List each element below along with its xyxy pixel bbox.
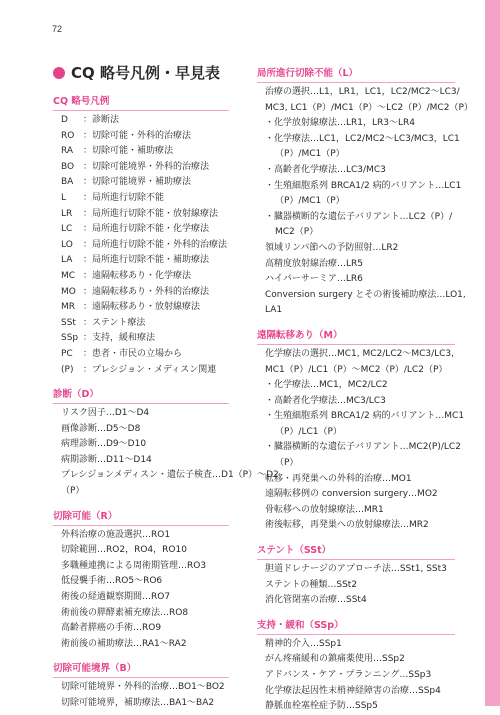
legend-abbr: RO <box>61 130 75 141</box>
diagnosis-list <box>53 406 279 500</box>
resectable-list <box>53 528 253 653</box>
legend-text: ：局所進行切除不能・補助療法 <box>83 255 210 266</box>
list-item: 術前後の補助療法…RA1～RA2 <box>61 638 187 649</box>
metastatic-list <box>257 347 482 534</box>
legend-row <box>53 191 253 207</box>
supportive-list <box>257 637 482 715</box>
section-rule <box>257 559 455 560</box>
section-rule <box>53 403 229 404</box>
legend-abbr: D <box>61 115 68 125</box>
legend-row <box>53 207 253 223</box>
list-item: 低侵襲手術…RO5～RO6 <box>61 576 163 587</box>
list-item: 領域リンパ節への予防照射…LR2 <box>265 242 399 253</box>
legend-abbr: LO <box>61 239 73 250</box>
legend-abbr: LC <box>61 224 73 235</box>
section-rule <box>53 525 229 526</box>
list-item: ・生殖細胞系列 BRCA1/2 病的バリアント…LC1 <box>265 180 462 191</box>
section-rule <box>257 344 455 345</box>
borderline-list <box>53 680 253 711</box>
legend-text: ：切除可能・外科的治療法 <box>83 130 192 141</box>
stent-list <box>257 562 482 609</box>
list-item: 切除可能境界，補助療法…BA1～BA2 <box>61 698 215 708</box>
list-item: （P）/MC1（P） <box>275 196 345 207</box>
list-item: 精神的介入…SSp1 <box>265 638 342 649</box>
legend-text: ：遠隔転移あり・化学療法 <box>83 270 192 281</box>
list-item: 術後転移，再発巣への放射線療法…MR2 <box>265 520 429 531</box>
list-item: 術後の経過観察期間…RO7 <box>61 592 171 603</box>
legend-abbr: LR <box>61 208 73 219</box>
list-item: ・臓器横断的な遺伝子バリアント…MC2(P)/LC2 <box>265 442 461 453</box>
section-title-locally-advanced: 局所進行切除不能（L） <box>257 68 359 79</box>
list-item: 切除可能境界・外科的治療…BO1～BO2 <box>61 682 225 693</box>
list-item: ステントの種類…SSt2 <box>265 579 358 590</box>
right-column <box>257 66 482 715</box>
legend-row <box>53 331 253 347</box>
page-title <box>53 62 220 83</box>
list-item: MC1（P）/LC1（P）～MC2（P）/LC2（P） <box>265 364 448 375</box>
section-rule <box>53 110 229 111</box>
list-item: 静脈血栓塞栓症予防…SSp5 <box>265 701 378 712</box>
list-item: MC3, LC1（P）/MC1（P）～LC2（P）/MC2（P） <box>265 102 473 113</box>
legend-text: ：遠隔転移あり・外科的治療法 <box>83 286 210 297</box>
list-item: ・高齢者化学療法…MC3/LC3 <box>265 395 386 406</box>
legend-row <box>53 300 253 316</box>
section-title-stent: ステント（SSt） <box>257 545 332 557</box>
legend-text: ：切除可能境界・外科的治療法 <box>83 161 210 172</box>
section-rule <box>257 634 455 635</box>
legend-row <box>53 363 253 379</box>
list-item: 画像診断…D5～D8 <box>61 423 141 434</box>
legend-text: ：プレシジョン・メディスン関連 <box>83 364 217 375</box>
legend-row <box>53 253 253 269</box>
legend-text: ：遠隔転移あり・放射線療法 <box>83 302 201 313</box>
legend-abbr: L <box>61 192 67 203</box>
legend-text: ：局所進行切除不能 <box>83 192 165 203</box>
locally-advanced-list <box>257 85 482 319</box>
legend-abbr: SSt <box>61 317 76 328</box>
list-item: （P）/LC1（P） <box>275 426 342 437</box>
list-item: Conversion surgery とその術後補助療法…LO1, <box>265 289 466 300</box>
list-item: （P）/MC1（P） <box>275 149 345 160</box>
section-title-legend: CQ 略号凡例 <box>53 96 110 107</box>
legend-row <box>53 175 253 191</box>
legend-row <box>53 222 253 238</box>
legend-row <box>53 238 253 254</box>
legend-abbr: MO <box>61 286 76 297</box>
list-item: プレシジョンメディスン・遺伝子検査…D1（P）～D2 <box>61 470 279 481</box>
legend-text: ：局所進行切除不能・化学療法 <box>83 224 210 235</box>
list-item: ・生殖細胞系列 BRCA1/2 病的バリアント…MC1 <box>265 411 465 422</box>
list-item: 外科治療の施設選択…RO1 <box>61 529 171 540</box>
page-number: 72 <box>52 24 63 34</box>
legend-abbr: (P) <box>61 364 74 375</box>
legend-text: ：切除可能境界・補助療法 <box>83 177 192 188</box>
list-item: 切除範囲…RO2，RO4，RO10 <box>61 545 187 556</box>
list-item: 遠隔転移例の conversion surgery…MO2 <box>265 489 438 500</box>
list-item: 病理診断…D9～D10 <box>61 439 147 450</box>
legend-row <box>53 269 253 285</box>
list-item: 消化管閉塞の治療…SSt4 <box>265 595 367 606</box>
list-item: 病期診断…D11～D14 <box>61 454 152 465</box>
legend-abbr: MR <box>61 302 76 313</box>
legend-list <box>53 113 253 378</box>
section-title-supportive: 支持・緩和（SSp） <box>257 619 344 631</box>
list-item: （P） <box>275 458 299 469</box>
page-title-text: CQ 略号凡例・早見表 <box>71 64 220 82</box>
legend-abbr: RA <box>61 146 74 157</box>
list-item: アドバンス・ケア・プランニング…SSp3 <box>265 670 432 680</box>
list-item: ・化学療法…LC1，LC2/MC2～LC3/MC3，LC1 <box>265 133 460 144</box>
list-item: 化学療法の選択…MC1, MC2/LC2～MC3/LC3, <box>265 348 455 359</box>
list-item: ・化学放射線療法…LR1，LR3～LR4 <box>265 118 415 129</box>
list-item: 胆道ドレナージのアプローチ法…SSt1, SSt3 <box>265 564 447 575</box>
list-item: 多職種連携による周術期管理…RO3 <box>61 560 207 571</box>
section-title-metastatic: 遠隔転移あり（M） <box>257 329 343 341</box>
bullet-dot-icon <box>53 67 65 79</box>
legend-text: ：患者・市民の立場から <box>83 348 183 359</box>
list-item: 骨転移への放射線療法…MR1 <box>265 504 384 515</box>
legend-text: ：局所進行切除不能・放射線療法 <box>83 208 219 219</box>
legend-abbr: MC <box>61 270 76 281</box>
legend-row <box>53 144 253 160</box>
legend-text: ：支持，緩和療法 <box>83 333 156 344</box>
list-item: 転移・再発巣への外科的治療…MO1 <box>265 473 412 484</box>
list-item: 化学療法起因性末梢神経障害の治療…SSp4 <box>265 685 441 696</box>
legend-row <box>53 285 253 301</box>
side-color-bar <box>485 0 500 706</box>
legend-text: ：ステント療法 <box>83 317 146 328</box>
section-title-diagnosis: 診断（D） <box>53 389 99 401</box>
section-title-resectable: 切除可能（R） <box>53 510 118 522</box>
list-item: 治療の選択…L1，LR1，LC1，LC2/MC2～LC3/ <box>265 87 460 97</box>
legend-text: ：診断法 <box>83 115 120 125</box>
legend-abbr: SSp <box>61 333 79 344</box>
legend-row <box>53 347 253 363</box>
section-rule <box>257 82 455 83</box>
list-item: ハイパーサーミア…LR6 <box>265 274 363 285</box>
list-item: リスク因子…D1～D4 <box>61 408 150 419</box>
legend-text: ：局所進行切除不能・外科的治療法 <box>83 239 228 250</box>
section-title-borderline: 切除可能境界（B） <box>53 663 137 675</box>
list-item: MC2（P） <box>275 227 319 238</box>
list-item: 高齢者膵癌の手術…RO9 <box>61 623 162 634</box>
list-item: LA1 <box>265 305 283 316</box>
list-item: 高精度放射線治療…LR5 <box>265 258 363 269</box>
legend-row <box>53 113 253 129</box>
list-item: ・高齢者化学療法…LC3/MC3 <box>265 164 386 175</box>
legend-text: ：切除可能・補助療法 <box>83 146 174 157</box>
legend-row <box>53 316 253 332</box>
legend-abbr: LA <box>61 255 73 266</box>
list-item: （P） <box>61 486 85 497</box>
list-item: ・化学療法…MC1，MC2/LC2 <box>265 380 388 391</box>
list-item: ・臓器横断的な遺伝子バリアント…LC2（P）/ <box>265 211 453 222</box>
legend-abbr: BO <box>61 161 75 172</box>
section-rule <box>53 677 229 678</box>
legend-abbr: PC <box>61 348 73 359</box>
legend-row <box>53 129 253 145</box>
list-item: 術前後の膵酵素補充療法…RO8 <box>61 607 189 618</box>
legend-row <box>53 160 253 176</box>
legend-abbr: BA <box>61 177 74 188</box>
list-item: がん疼痛緩和の鎮痛薬使用…SSp2 <box>265 654 405 665</box>
